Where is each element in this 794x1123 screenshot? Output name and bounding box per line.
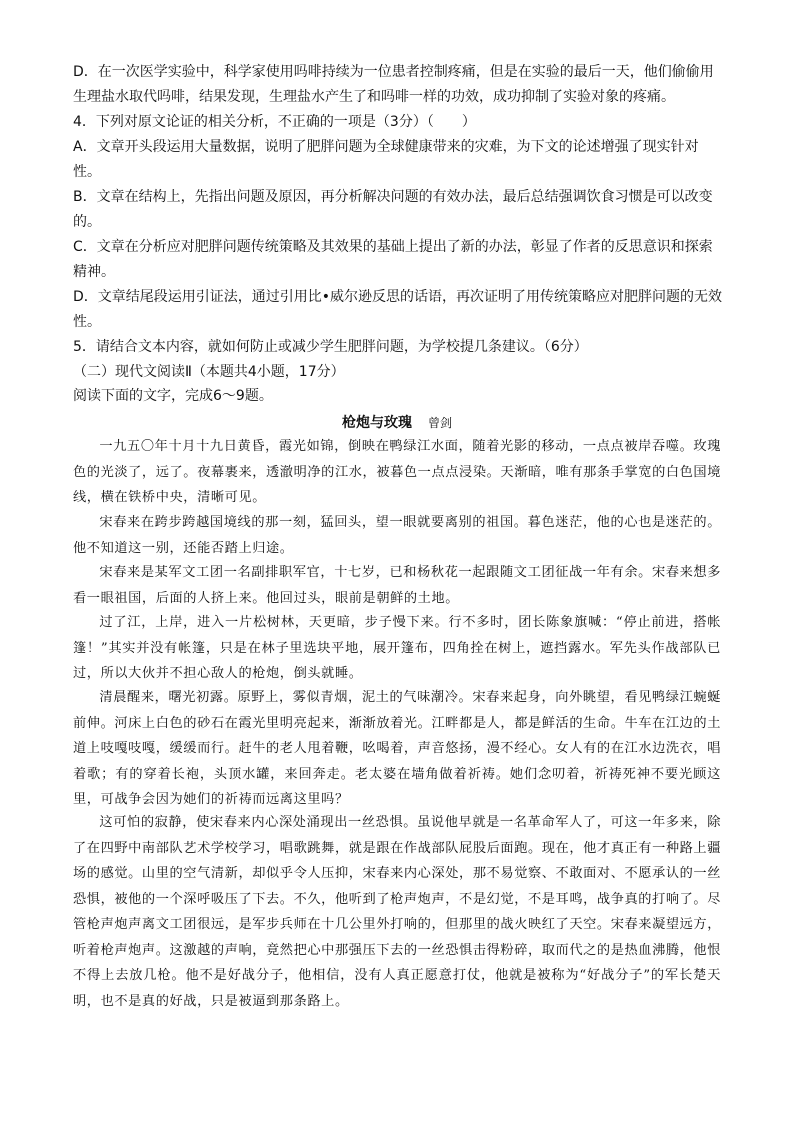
article-title: 枪炮与玫瑰 [341, 415, 412, 431]
q5-question: 5．请结合文本内容，就如何防止或减少学生肥胖问题，为学校提几条建议。（6分） [73, 339, 588, 355]
q4-option-d: D．文章结尾段运用引证法，通过引用比•威尔逊反思的话语，再次证明了用传统策略应对肥胖问题的无效性。 [73, 289, 723, 330]
article-author: 曾剑 [427, 416, 452, 430]
article-paragraph-2: 宋春来在跨步跨越国境线的那一刻，猛回头，望一眼就要离别的祖国。暮色迷茫，他的心也是迷茫的。他不知道这一别，还能否踏上归途。 [73, 515, 721, 556]
article-title-line [0, 412, 794, 432]
article-paragraph-1: 一九五〇年十月十九日黄昏，霞光如锦，倒映在鸭绿江水面，随着光影的移动，一点点被岸吞噬。玫瑰色的光淡了，远了。夜幕裹来，透澈明净的江水，被暮色一点点浸染。天渐暗，唯有那条手掌宽的白色国境线，横在铁桥中央，清晰可见。 [73, 439, 722, 505]
q4-option-b: B．文章在结构上，先指出问题及原因，再分析解决问题的有效办法，最后总结强调饮食习惯是可以改变的。 [73, 189, 713, 230]
q3-option-d: D．在一次医学实验中，科学家使用吗啡持续为一位患者控制疼痛，但是在实验的最后一天，他们偷偷用生理盐水取代吗啡，结果发现，生理盐水产生了和吗啡一样的功效，成功抑制了实验对象的疼痛。 [73, 64, 714, 105]
article-paragraph-6: 这可怕的寂静，使宋春来内心深处涌现出一丝恐惧。虽说他早就是一名革命军人了，可这一年多来，除了在四野中南部队艺术学校学习，唱歌跳舞，就是跟在作战部队屁股后面跑。现在，他才真正有一种路上疆场的感觉。山里的空气清新，却似乎令人压抑，宋春来内心深处，那不易觉察、不敢面对、不愿承认的一丝恐惧，被他的一个深呼吸压了下去。不久，他听到了枪声炮声，不是幻觉，不是耳鸣，战争真的打响了。尽管枪声炮声离文工团很远，是军步兵师在十几公里外打响的，但那里的战火映红了天空。宋春来凝望远方，听着枪声炮声。这激越的声响，竟然把心中那强压下去的一丝恐惧击得粉碎，取而代之的是热血沸腾，他恨不得上去放几枪。他不是好战分子，他相信，没有人真正愿意打仗，他就是被称为“好战分子”的军长楚天明，也不是真的好战，只是被逼到那条路上。 [73, 815, 722, 1009]
section-heading: （二）现代文阅读Ⅱ（本题共4小题，17分） [73, 364, 345, 380]
reading-instruction: 阅读下面的文字，完成6～9题。 [73, 388, 273, 404]
article-paragraph-3: 宋春来是某军文工团一名副排职军官，十七岁，已和杨秋花一起跟随文工团征战一年有余。宋春来想多看一眼祖国，后面的人挤上来。他回过头，眼前是朝鲜的土地。 [73, 565, 721, 606]
article-paragraph-4: 过了江，上岸，进入一片松树林，天更暗，步子慢下来。行不多时，团长陈象旗喊：“停止前进，搭帐篷！”其实并没有帐篷，只是在林子里选块平地，展开篷布，四角拴在树上，遮挡露水。军先头作战部队已过，所以大伙并不担心敌人的枪炮，倒头就睡。 [73, 615, 721, 681]
q4-option-c: C．文章在分析应对肥胖问题传统策略及其效果的基础上提出了新的办法，彰显了作者的反思意识和探索精神。 [73, 239, 713, 280]
q4-stem: 4．下列对原文论证的相关分析，不正确的一项是（3分）（ ） [73, 114, 476, 130]
q4-option-a: A．文章开头段运用大量数据，说明了肥胖问题为全球健康带来的灾难，为下文的论述增强了现实针对性。 [73, 139, 699, 180]
article-paragraph-5: 清晨醒来，曙光初露。原野上，雾似青烟，泥土的气味潮冷。宋春来起身，向外眺望，看见鸭绿江蜿蜒前伸。河床上白色的砂石在霞光里明亮起来，渐渐放着光。江畔都是人，都是鲜活的生命。牛车在江边的土道上吱嘎吱嘎，缓缓而行。赶牛的老人甩着鞭，吆喝着，声音悠扬，漫不经心。女人有的在江水边洗衣，唱着歌；有的穿着长袍，头顶水罐，来回奔走。老太婆在墙角做着祈祷。她们念叨着，祈祷死神不要光顾这里，可战争会因为她们的祈祷而远离这里吗？ [73, 690, 722, 807]
